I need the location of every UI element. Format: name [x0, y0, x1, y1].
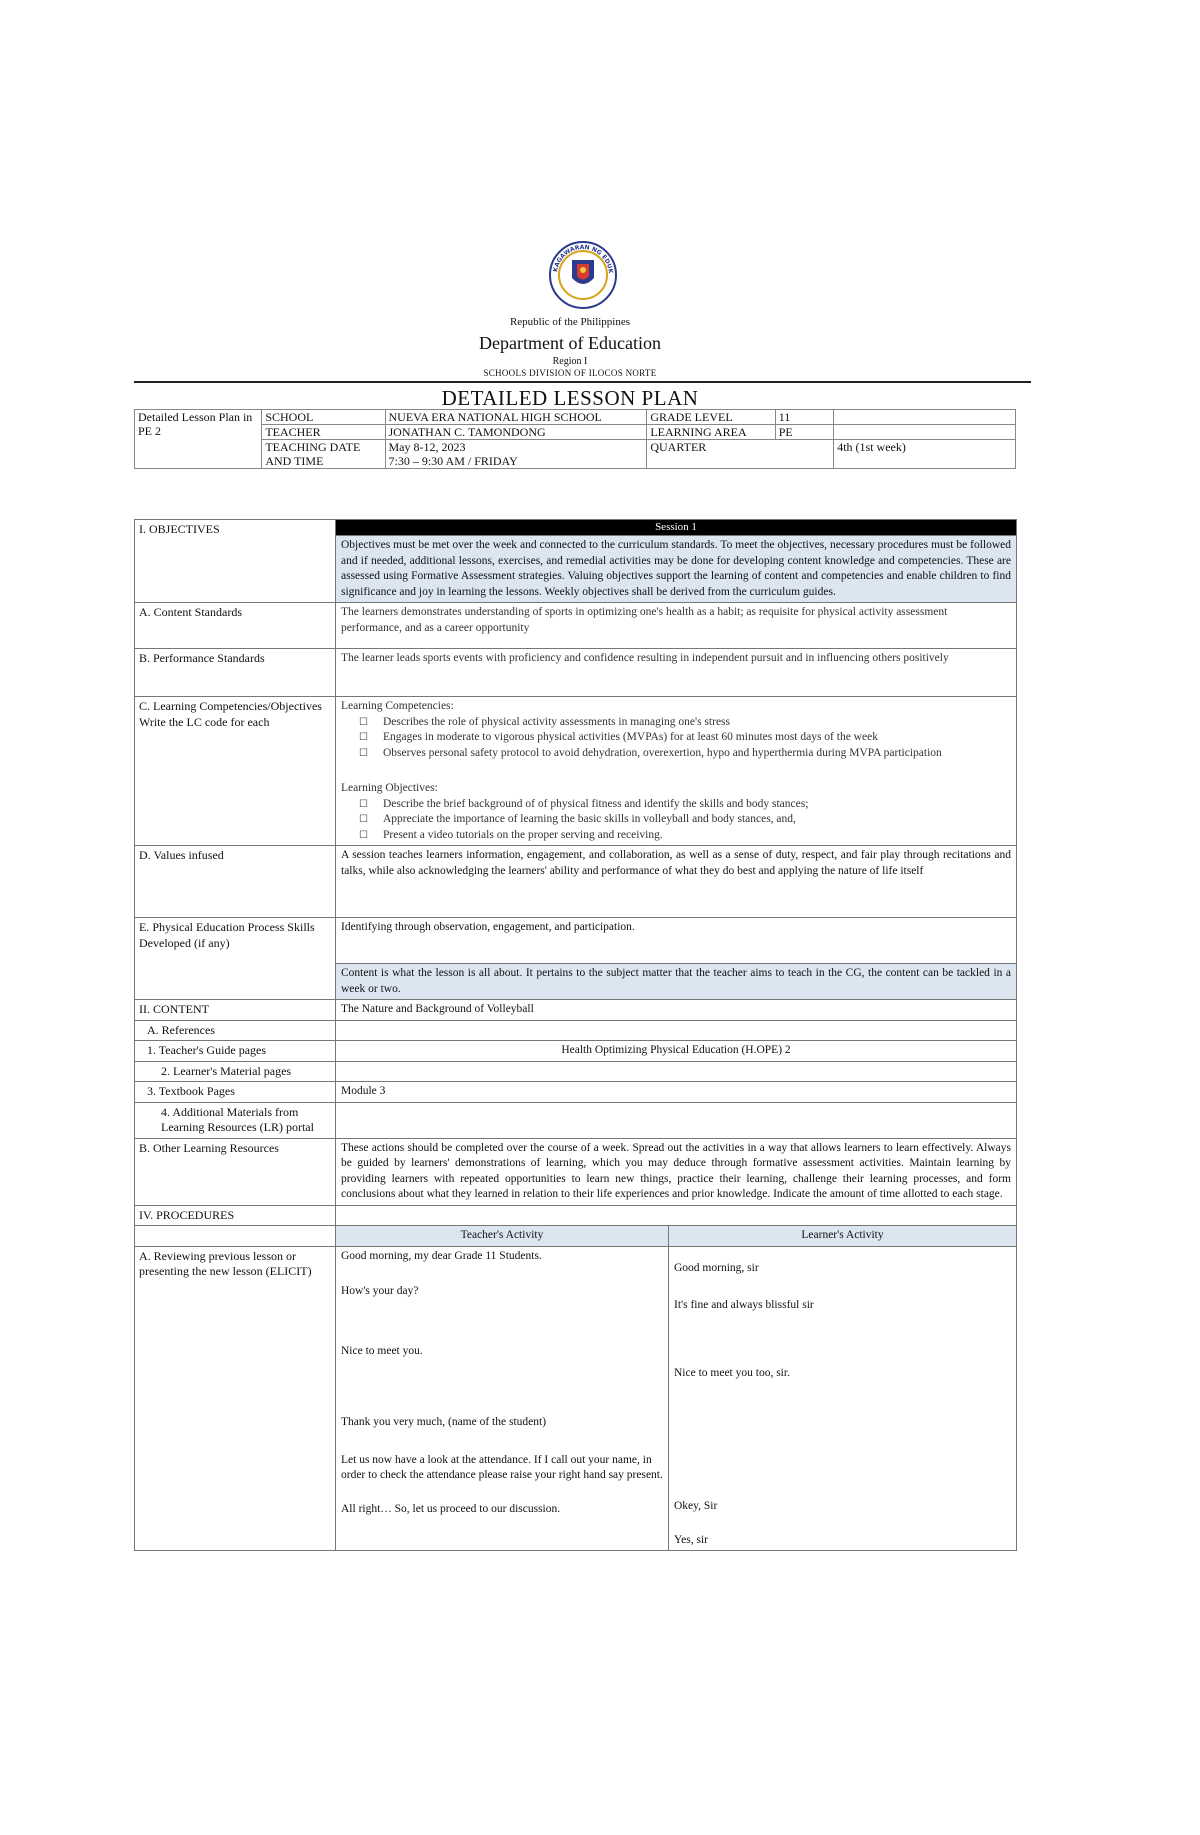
- additional-materials-label: 4. Additional Materials from Learning Resources (LR) portal: [135, 1102, 336, 1138]
- republic-label: Republic of the Philippines: [509, 316, 631, 328]
- learner-line: It's fine and always blissful sir: [674, 1299, 814, 1311]
- lesson-caption: Detailed Lesson Plan in PE 2: [135, 410, 262, 469]
- references-label: A. References: [135, 1020, 336, 1041]
- textbook-pages-value: Module 3: [336, 1082, 1017, 1103]
- learner-line: Yes, sir: [674, 1533, 708, 1546]
- school-label: SCHOOL: [262, 410, 385, 425]
- learning-objective-item: ☐ Describe the brief background of of physical fitness and identify the skills and body stances;: [359, 797, 1011, 813]
- division-label: SCHOOLS DIVISION OF ILOCOS NORTE: [483, 368, 657, 378]
- grade-value: 11: [775, 410, 834, 425]
- procedures-label: IV. PROCEDURES: [135, 1205, 336, 1226]
- teacher-line: Nice to meet you.: [341, 1344, 423, 1357]
- teaching-time: 7:30 – 9:30 AM / FRIDAY: [388, 454, 518, 468]
- content-text: The Nature and Background of Volleyball: [336, 1000, 1017, 1021]
- competencies-label: C. Learning Competencies/Objectives Write the LC code for each: [135, 697, 336, 846]
- teacher-line: All right… So, let us proceed to our discussion.: [341, 1502, 561, 1515]
- learner-line: Good morning, sir: [674, 1261, 759, 1274]
- teacher-line: How's your day?: [341, 1285, 419, 1297]
- learner-activity-header: Learner's Activity: [669, 1226, 1017, 1247]
- teacher-line: Good morning, my dear Grade 11 Students.: [341, 1249, 542, 1262]
- learner-activity-cell: [669, 1246, 1017, 1551]
- learners-material-label: 2. Learner's Material pages: [135, 1061, 336, 1082]
- page-title: DETAILED LESSON PLAN: [441, 386, 699, 410]
- teacher-activity-header: Teacher's Activity: [336, 1226, 669, 1247]
- competency-item: ☐ Observes personal safety protocol to avoid dehydration, overexertion, hypo and hyperthermia during MVPA participation: [359, 746, 1011, 762]
- values-label: D. Values infused: [135, 846, 336, 918]
- learner-line: Okey, Sir: [674, 1500, 718, 1512]
- region-label: Region I: [552, 356, 588, 367]
- deped-seal: [548, 240, 618, 310]
- department-label: Department of Education: [479, 333, 661, 353]
- learning-area-label: LEARNING AREA: [647, 425, 775, 440]
- competencies-cell: [336, 697, 1017, 846]
- school-value: NUEVA ERA NATIONAL HIGH SCHOOL: [385, 410, 647, 425]
- content-note: Content is what the lesson is all about. It pertains to the subject matter that the teacher aims to teach in the CG, the content can be tackled in a week or two.: [336, 964, 1017, 1000]
- competencies-heading: Learning Competencies:: [341, 700, 454, 712]
- textbook-pages-label: 3. Textbook Pages: [135, 1082, 336, 1103]
- teaching-date-label: TEACHING DATE AND TIME: [262, 440, 385, 469]
- learning-objective-item: ☐ Appreciate the importance of learning the basic skills in volleyball and body stances, and,: [359, 812, 1011, 828]
- seal-text: KAGAWARAN NG EDUK: [552, 243, 615, 274]
- learner-line: Nice to meet you too, sir.: [674, 1366, 790, 1379]
- teacher-value: JONATHAN C. TAMONDONG: [385, 425, 647, 440]
- performance-standards-text: The learner leads sports events with proficiency and confidence resulting in independent pursuit and in influencing others positively: [336, 649, 1017, 697]
- content-label: II. CONTENT: [135, 1000, 336, 1021]
- session-header: Session 1: [336, 520, 1017, 536]
- learning-objectives-heading: Learning Objectives:: [341, 782, 438, 794]
- lesson-info-table: [134, 409, 1016, 469]
- grade-label: GRADE LEVEL: [647, 410, 775, 425]
- header-divider: [134, 381, 1031, 383]
- objectives-text: Objectives must be met over the week and connected to the curriculum standards. To meet the objectives, necessary procedures must be followed and if needed, additional lessons, exercises, and remedial activities may be done for developing content knowledge and competencies. These are assessed using Formative Assessment strategies. Valuing objectives support the learning of content and competencies and enable children to find significance and joy in learning the lessons. Weekly objectives shall be derived from the curriculum guides.: [336, 536, 1017, 603]
- lesson-plan-table: [134, 519, 1017, 1551]
- learning-objective-item: ☐ Present a video tutorials on the proper serving and receiving.: [359, 828, 1011, 844]
- teacher-line: Thank you very much, (name of the student): [341, 1416, 547, 1428]
- values-text: A session teaches learners information, engagement, and collaboration, as well as a sense of duty, respect, and fair play through recitations and talks, while also acknowledging the learners' ability and performance of what they do best and applying the nature of life itself: [336, 846, 1017, 918]
- competency-item: ☐ Describes the role of physical activity assessments in managing one's stress: [359, 715, 1011, 731]
- teaching-date-value: [385, 440, 647, 469]
- performance-standards-label: B. Performance Standards: [135, 649, 336, 697]
- reviewing-step-label: A. Reviewing previous lesson or presenting the new lesson (ELICIT): [135, 1246, 336, 1551]
- teaching-date: May 8-12, 2023: [388, 440, 466, 454]
- quarter-label: QUARTER: [647, 440, 834, 469]
- quarter-value: 4th (1st week): [834, 440, 1016, 469]
- teacher-label: TEACHER: [262, 425, 385, 440]
- other-resources-label: B. Other Learning Resources: [135, 1138, 336, 1205]
- teacher-line: Let us now have a look at the attendance. If I call out your name, in order to check the attendance please raise your right hand say present.: [341, 1453, 663, 1481]
- pe-process-text: Identifying through observation, engagement, and participation.: [336, 918, 1017, 964]
- content-standards-text: The learners demonstrates understanding of sports in optimizing one's health as a habit; as requisite for physical activity assessment performance, and as a career opportunity: [336, 603, 1017, 649]
- learning-objectives-list: [341, 797, 1011, 844]
- content-standards-label: A. Content Standards: [135, 603, 336, 649]
- competencies-list: [341, 715, 1011, 762]
- competency-item: ☐ Engages in moderate to vigorous physical activities (MVPAs) for at least 60 minutes most days of the week: [359, 730, 1011, 746]
- pe-process-label: E. Physical Education Process Skills Developed (if any): [135, 918, 336, 1000]
- other-resources-text: These actions should be completed over the course of a week. Spread out the activities in a way that allows learners to learn effectively. Always be guided by learners' demonstrations of learning, which you may deduce through formative assessment activities. Maintain learning by providing learners with repeated opportunities to learn new things, practice their learning, challenge their learning processes, and form conclusions about what they learned in relation to their life experiences and prior knowledge. Indicate the amount of time allotted to each stage.: [336, 1138, 1017, 1205]
- objectives-label: I. OBJECTIVES: [135, 520, 336, 603]
- learning-area-value: PE: [775, 425, 834, 440]
- teacher-activity-cell: [336, 1246, 669, 1551]
- teachers-guide-label: 1. Teacher's Guide pages: [135, 1041, 336, 1062]
- teachers-guide-value: Health Optimizing Physical Education (H.OPE) 2: [336, 1041, 1017, 1062]
